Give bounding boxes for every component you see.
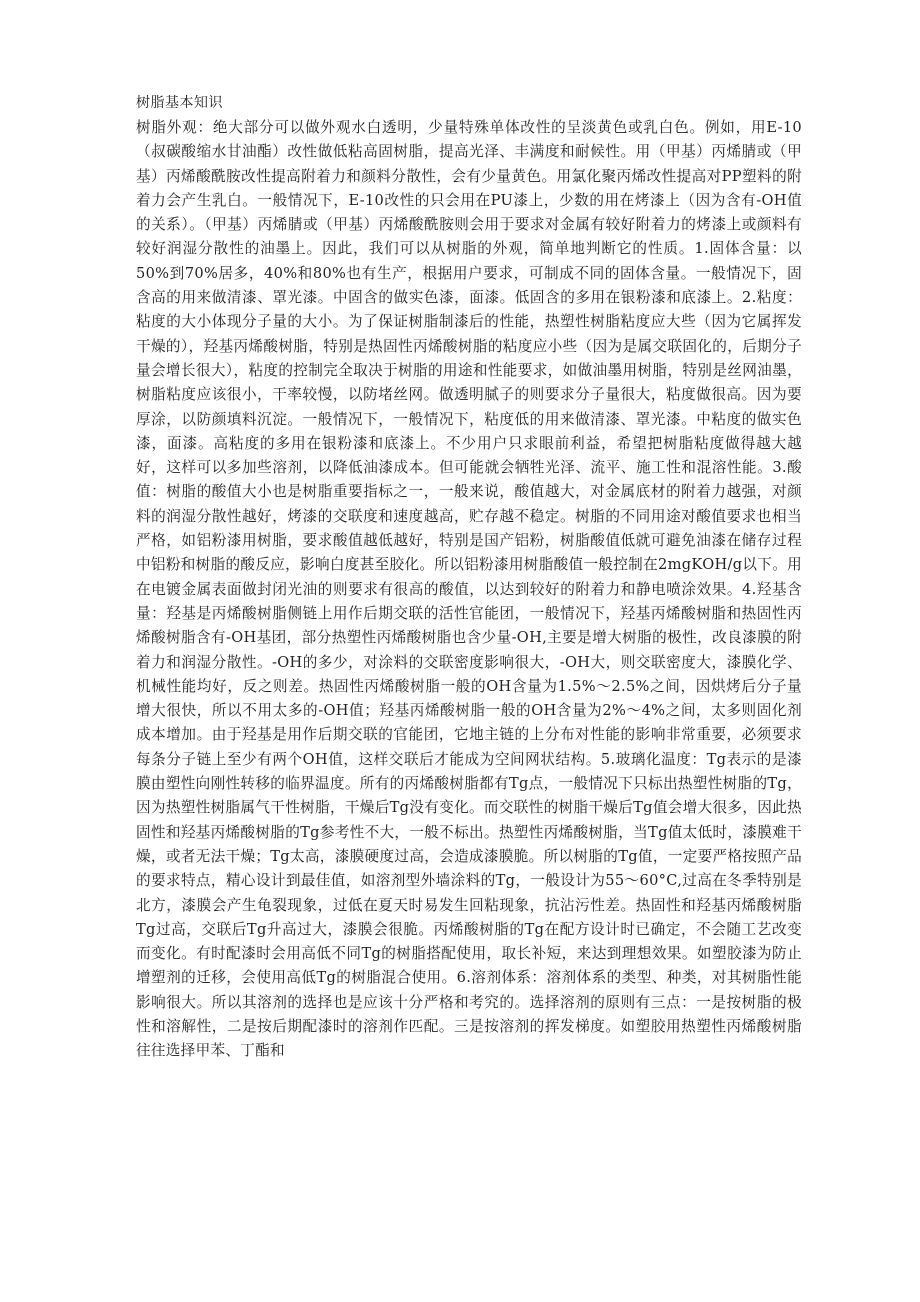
document-title: 树脂基本知识 [136,95,223,111]
document-body-text: 树脂外观：绝大部分可以做外观水白透明，少量特殊单体改性的呈淡黄色或乳白色。例如，用E-10（叔碳酸缩水甘油酯）改性做低粘高固树脂，提高光泽、丰满度和耐候性。用（甲基）丙烯腈或（甲基）丙烯酸酰胺改性提高附着力和颜料分散性，会有少量黄色。用氯化聚丙烯改性提高对PP塑料的附着力会产生乳白。一般情况下，E-10改性的只会用在PU漆上，少数的用在烤漆上（因为含有-OH值的关系）。（甲基）丙烯腈或（甲基）丙烯酸酰胺则会用于要求对金属有较好附着力的烤漆上或颜料有较好润湿分散性的油墨上。因此，我们可以从树脂的外观，简单地判断它的性质。1.固体含量：以50%到70%居多，40%和80%也有生产，根据用户要求，可制成不同的固体含量。一般情况下，固含高的用来做清漆、罩光漆。中固含的做实色漆，面漆。低固含的多用在银粉漆和底漆上。2.粘度：粘度的大小体现分子量的大小。为了保证树脂制漆后的性能，热塑性树脂粘度应大些（因为它属挥发干燥的），羟基丙烯酸树脂，特别是热固性丙烯酸树脂的粘度应小些（因为是属交联固化的，后期分子量会增长很大），粘度的控制完全取决于树脂的用途和性能要求，如做油墨用树脂，特别是丝网油墨，树脂粘度应该很小，干率较慢，以防堵丝网。做透明腻子的则要求分子量很大，粘度做很高。因为要厚涂，以防颜填料沉淀。一般情况下，一般情况下，粘度低的用来做清漆、罩光漆。中粘度的做实色漆，面漆。高粘度的多用在银粉漆和底漆上。不少用户只求眼前利益，希望把树脂粘度做得越大越好，这样可以多加些溶剂，以降低油漆成本。但可能就会牺牲光泽、流平、施工性和混溶性能。3.酸值：树脂的酸值大小也是树脂重要指标之一，一般来说，酸值越大，对金属底材的附着力越强，对颜料的润湿分散性越好，烤漆的交联度和速度越高，贮存越不稳定。树脂的不同用途对酸值要求也相当严格，如铝粉漆用树脂，要求酸值越低越好，特别是国产铝粉，树脂酸值低就可避免油漆在储存过程中铝粉和树脂的酸反应，影响白度甚至胶化。所以铝粉漆用树脂酸值一般控制在2mgKOH/g以下。用在电镀金属表面做封闭光油的则要求有很高的酸值，以达到较好的附着力和静电喷涂效果。4.羟基含量：羟基是丙烯酸树脂侧链上用作后期交联的活性官能团，一般情况下，羟基丙烯酸树脂和热固性丙烯酸树脂含有-OH基团，部分热塑性丙烯酸树脂也含少量-OH,主要是增大树脂的极性，改良漆膜的附着力和润湿分散性。-OH的多少，对涂料的交联密度影响很大，-OH大，则交联密度大，漆膜化学、机械性能均好，反之则差。热固性丙烯酸树脂一般的OH含量为1.5%～2.5%之间，因烘烤后分子量增大很快，所以不用太多的-OH值；羟基丙烯酸树脂一般的OH含量为2%～4%之间，太多则固化剂成本增加。由于羟基是用作后期交联的官能团，它地主链的上分布对性能的影响非常重要，必须要求每条分子链上至少有两个OH值，这样交联后才能成为空间网状结构。5.玻璃化温度：Tg表示的是漆膜由塑性向刚性转移的临界温度。所有的丙烯酸树脂都有Tg点，一般情况下只标出热塑性树脂的Tg，因为热塑性树脂属气干性树脂，干燥后Tg没有变化。而交联性的树脂干燥后Tg值会增大很多，因此热固性和羟基丙烯酸树脂的Tg参考性不大，一般不标出。热塑性丙烯酸树脂，当Tg值太低时，漆膜难干燥，或者无法干燥；Tg太高，漆膜硬度过高，会造成漆膜脆。所以树脂的Tg值，一定要严格按照产品的要求特点，精心设计到最佳值，如溶剂型外墙涂料的Tg，一般设计为55～60°C,过高在冬季特别是北方，漆膜会产生龟裂现象，过低在夏天时易发生回粘现象，抗沾污性差。热固性和羟基丙烯酸树脂Tg过高，交联后Tg升高过大，漆膜会很脆。丙烯酸树脂的Tg在配方设计时已确定，不会随工艺改变而变化。有时配漆时会用高低不同Tg的树脂搭配使用，取长补短，来达到理想效果。如塑胶漆为防止增塑剂的迁移，会使用高低Tg的树脂混合使用。6.溶剂体系：溶剂体系的类型、种类，对其树脂性能影响很大。所以其溶剂的选择也是应该十分严格和考究的。选择溶剂的原则有三点：一是按树脂的极性和溶解性，二是按后期配漆时的溶剂作匹配。三是按溶剂的挥发梯度。如塑胶用热塑性丙烯酸树脂往往选择甲苯、丁酯和 [136,119,802,1060]
document-content [136,92,802,1064]
